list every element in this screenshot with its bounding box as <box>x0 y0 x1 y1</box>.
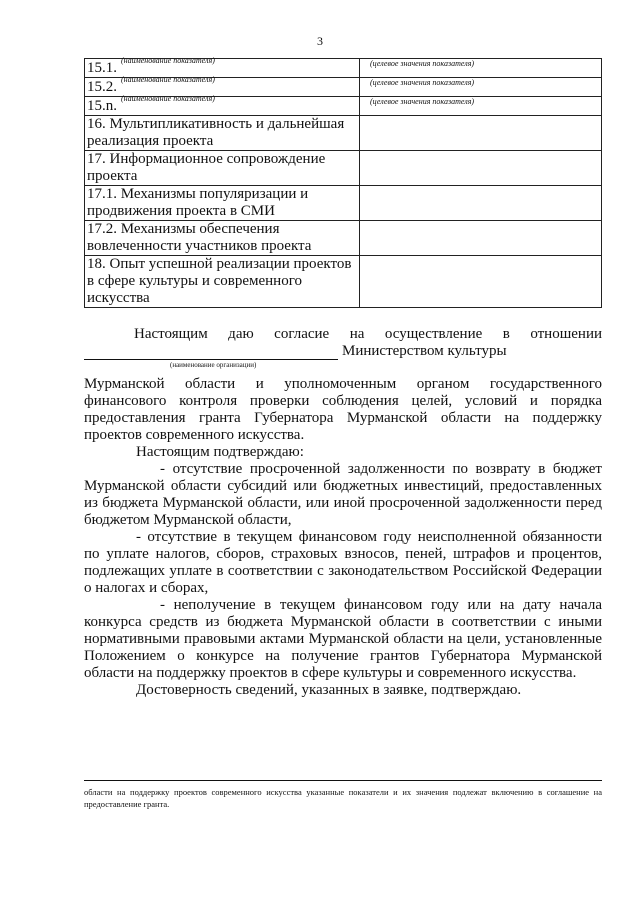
row-label: 17.1. Механизмы популяризации и продвижения проекта в СМИ <box>85 186 360 221</box>
application-table <box>84 58 602 308</box>
organization-name-field[interactable] <box>84 344 338 360</box>
consent-ministry-text: Министерством культуры <box>342 343 507 359</box>
table-row <box>85 256 602 308</box>
row-value-cell[interactable] <box>360 186 602 221</box>
paragraph: Настоящим подтверждаю: <box>136 444 304 460</box>
indicator-name-cell[interactable]: 15.n. $^{(наименование показателя)}$ <box>85 97 360 116</box>
row-label: 17. Информационное сопровождение проекта <box>85 151 360 186</box>
consent-block <box>84 326 602 370</box>
table-row <box>85 221 602 256</box>
row-value-cell[interactable] <box>360 256 602 308</box>
indicator-value-cell[interactable]: (целевое значения показателя) <box>360 78 602 97</box>
organization-hint: (наименование организации) <box>170 361 257 369</box>
footnote-divider <box>84 780 602 781</box>
consent-line-2 <box>84 343 602 360</box>
paragraph: - отсутствие просроченной задолженности по возврату в бюджет Мурманской области субсидий или бюджетных инвестиций, предоставленных из бюджета Мурманской области, или иной просроченной задолженности перед бюджетом Мурманской области, <box>84 461 602 528</box>
paragraph: Мурманской области и уполномоченным органом государственного финансового контроля проверки соблюдения целей, условий и порядка предоставления гранта Губернатора Мурманской области на поддержку проектов современного искусства. <box>84 376 602 443</box>
consent-line-1: Настоящим даю согласие на осуществление в отношении <box>134 326 602 342</box>
row-label: 17.2. Механизмы обеспечения вовлеченности участников проекта <box>85 221 360 256</box>
footnote: области на поддержку проектов современного искусства указанные показатели и их значения подлежат включению в соглашение на предоставление гранта. <box>84 787 602 809</box>
table-row <box>85 116 602 151</box>
table-row <box>85 186 602 221</box>
row-value-cell[interactable] <box>360 151 602 186</box>
indicator-value-cell[interactable]: (целевое значения показателя) <box>360 97 602 116</box>
paragraph: - неполучение в текущем финансовом году или на дату начала конкурса средств из бюджета Мурманской области в соответствии с иными нормативными правовыми актами Мурманской области на цели, установленные Положением о конкурсе на получение грантов Губернатора Мурманской области на поддержку проектов в сфере культуры и современного искусства. <box>84 597 602 681</box>
indicator-name-cell[interactable]: 15.1. $^{(наименование показателя)}$ <box>85 59 360 78</box>
row-label: 16. Мультипликативность и дальнейшая реализация проекта <box>85 116 360 151</box>
row-value-cell[interactable] <box>360 116 602 151</box>
indicator-name-cell[interactable]: 15.2. $^{(наименование показателя)}$ <box>85 78 360 97</box>
indicator-value-cell[interactable]: (целевое значения показателя) <box>360 59 602 78</box>
table-row <box>85 97 602 116</box>
confirmation-text <box>84 376 602 699</box>
paragraph: Достоверность сведений, указанных в заявке, подтверждаю. <box>136 682 522 698</box>
row-label: 18. Опыт успешной реализации проектов в сфере культуры и современного искусства <box>85 256 360 308</box>
row-value-cell[interactable] <box>360 221 602 256</box>
page-number: 3 <box>317 34 323 48</box>
table-row <box>85 151 602 186</box>
paragraph: - отсутствие в текущем финансовом году неисполненной обязанности по уплате налогов, сборов, страховых взносов, пеней, штрафов и процентов, подлежащих уплате в соответствии с законодательством Российской Федерации о налогах и сборах, <box>84 529 602 596</box>
